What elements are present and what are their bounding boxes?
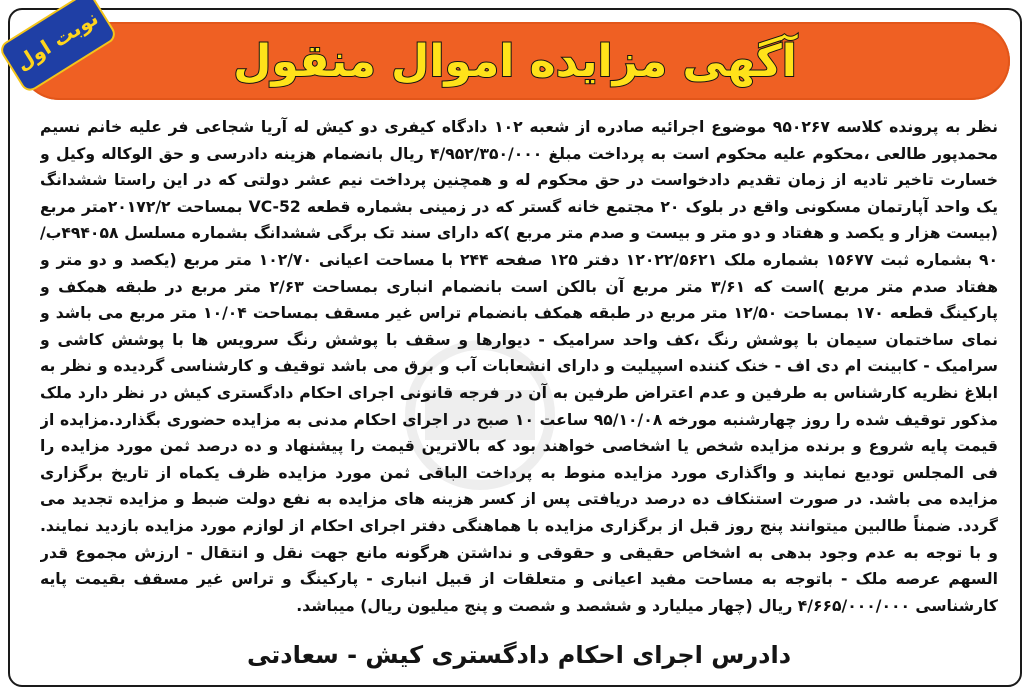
- title-banner: [20, 22, 1010, 100]
- notice-body: نظر به پرونده کلاسه ۹۵۰۲۶۷ موضوع اجرائیه صادره از شعبه ۱۰۲ دادگاه کیفری دو کیش له آریا شجاعی فر علیه خانم نسیم محمدپور طالعی ،محکوم علیه محکوم است به پرداخت مبلغ ۴/۹۵۲/۳۵۰/۰۰۰ ریال بانضمام هزینه دادرسی و حق الوکاله وکیل و خسارت تاخیر تادیه از زمان تقدیم دادخواست در حق محکوم له و همچنین پرداخت نیم عشر دولتی که در این راستا ششدانگ یک واحد آپارتمان مسکونی واقع در بلوک ۲۰ مجتمع خانه گستر که در زمینی بشماره قطعه VC-52 بمساحت ۲۰۱۷۲/۲متر مربع (بیست هزار و یکصد و هفتاد و دو متر و بیست و صدم متر مربع )که دارای سند تک برگی ششدانگ بشماره مسلسل ۴۹۴۰۵۸ب/۹۰ بشماره ثبت ۱۵۶۷۷ بشماره ملک ۱۲۰۲۲/۵۶۲۱ دفتر ۱۲۵ صفحه ۲۴۴ با مساحت اعیانی ۱۰۲/۷۰ متر مربع (یکصد و دو متر و هفتاد صدم متر مربع )است که ۳/۶۱ متر مربع آن بالکن است بانضمام انباری بمساحت ۲/۶۳ متر مربع در طبقه همکف و پارکینگ قطعه ۱۷۰ بمساحت ۱۲/۵۰ متر مربع در طبقه همکف بانضمام تراس غیر مسقف بمساحت ۱۰/۰۴ متر مربع می باشد و نمای ساختمان سیمان با پوشش رنگ ،کف واحد سرامیک - دیوارها و سقف با پوشش رنگ سرویس ها با پوشش کاشی و سرامیک - کابینت ام دی اف - خنک کننده اسپیلیت و دارای انشعابات آب و برق می باشد توقیف و کارشناسی گردیده و نظر به ابلاغ نظریه کارشناس به طرفین و عدم اعتراض طرفین به آن در فرجه قانونی اجرای احکام دادگستری کیش در نظر دارد ملک مذکور توقیف شده را روز چهارشنبه مورخه ۹۵/۱۰/۰۸ ساعت ۱۰ صبح در اجرای احکام مدنی به مزایده حضوری بگذارد.مزایده از قیمت پایه شروع و برنده مزایده شخص یا اشخاصی خواهند بود که بالاترین قیمت را پیشنهاد و ده درصد ثمن مورد مزایده را فی المجلس تودیع نمایند و واگذاری مورد مزایده منوط به پرداخت الباقی ثمن مورد مزایده ظرف یکماه از تاریخ برگزاری مزایده می باشد. در صورت استنکاف ده درصد دریافتی پس از کسر هزینه های مزایده به نفع دولت ضبط و مزایده تجدید می گردد. ضمناً طالبین میتوانند پنج روز قبل از برگزاری مزایده با هماهنگی دفتر اجرای احکام از لوازم مورد مزایده بازدید نمایند. و با توجه به عدم وجود بدهی به اشخاص حقیقی و حقوقی و نداشتن هرگونه مانع جهت نقل و انتقال - ارزش مجموع قدر السهم عرصه ملک - باتوجه به مساحت مفید اعیانی و متعلقات از قبیل انباری - پارکینگ و تراس غیر مسقف بقیمت پایه کارشناسی ۴/۶۶۵/۰۰۰/۰۰۰ ریال (چهار میلیارد و ششصد و شصت و پنج میلیون ریال) میباشد.: [40, 118, 998, 615]
- signature-line: دادرس اجرای احکام دادگستری کیش - سعادتی: [246, 641, 792, 669]
- badge-label: نوبت اول: [11, 5, 103, 75]
- notice-title: آگهی مزایده اموال منقول: [233, 35, 797, 87]
